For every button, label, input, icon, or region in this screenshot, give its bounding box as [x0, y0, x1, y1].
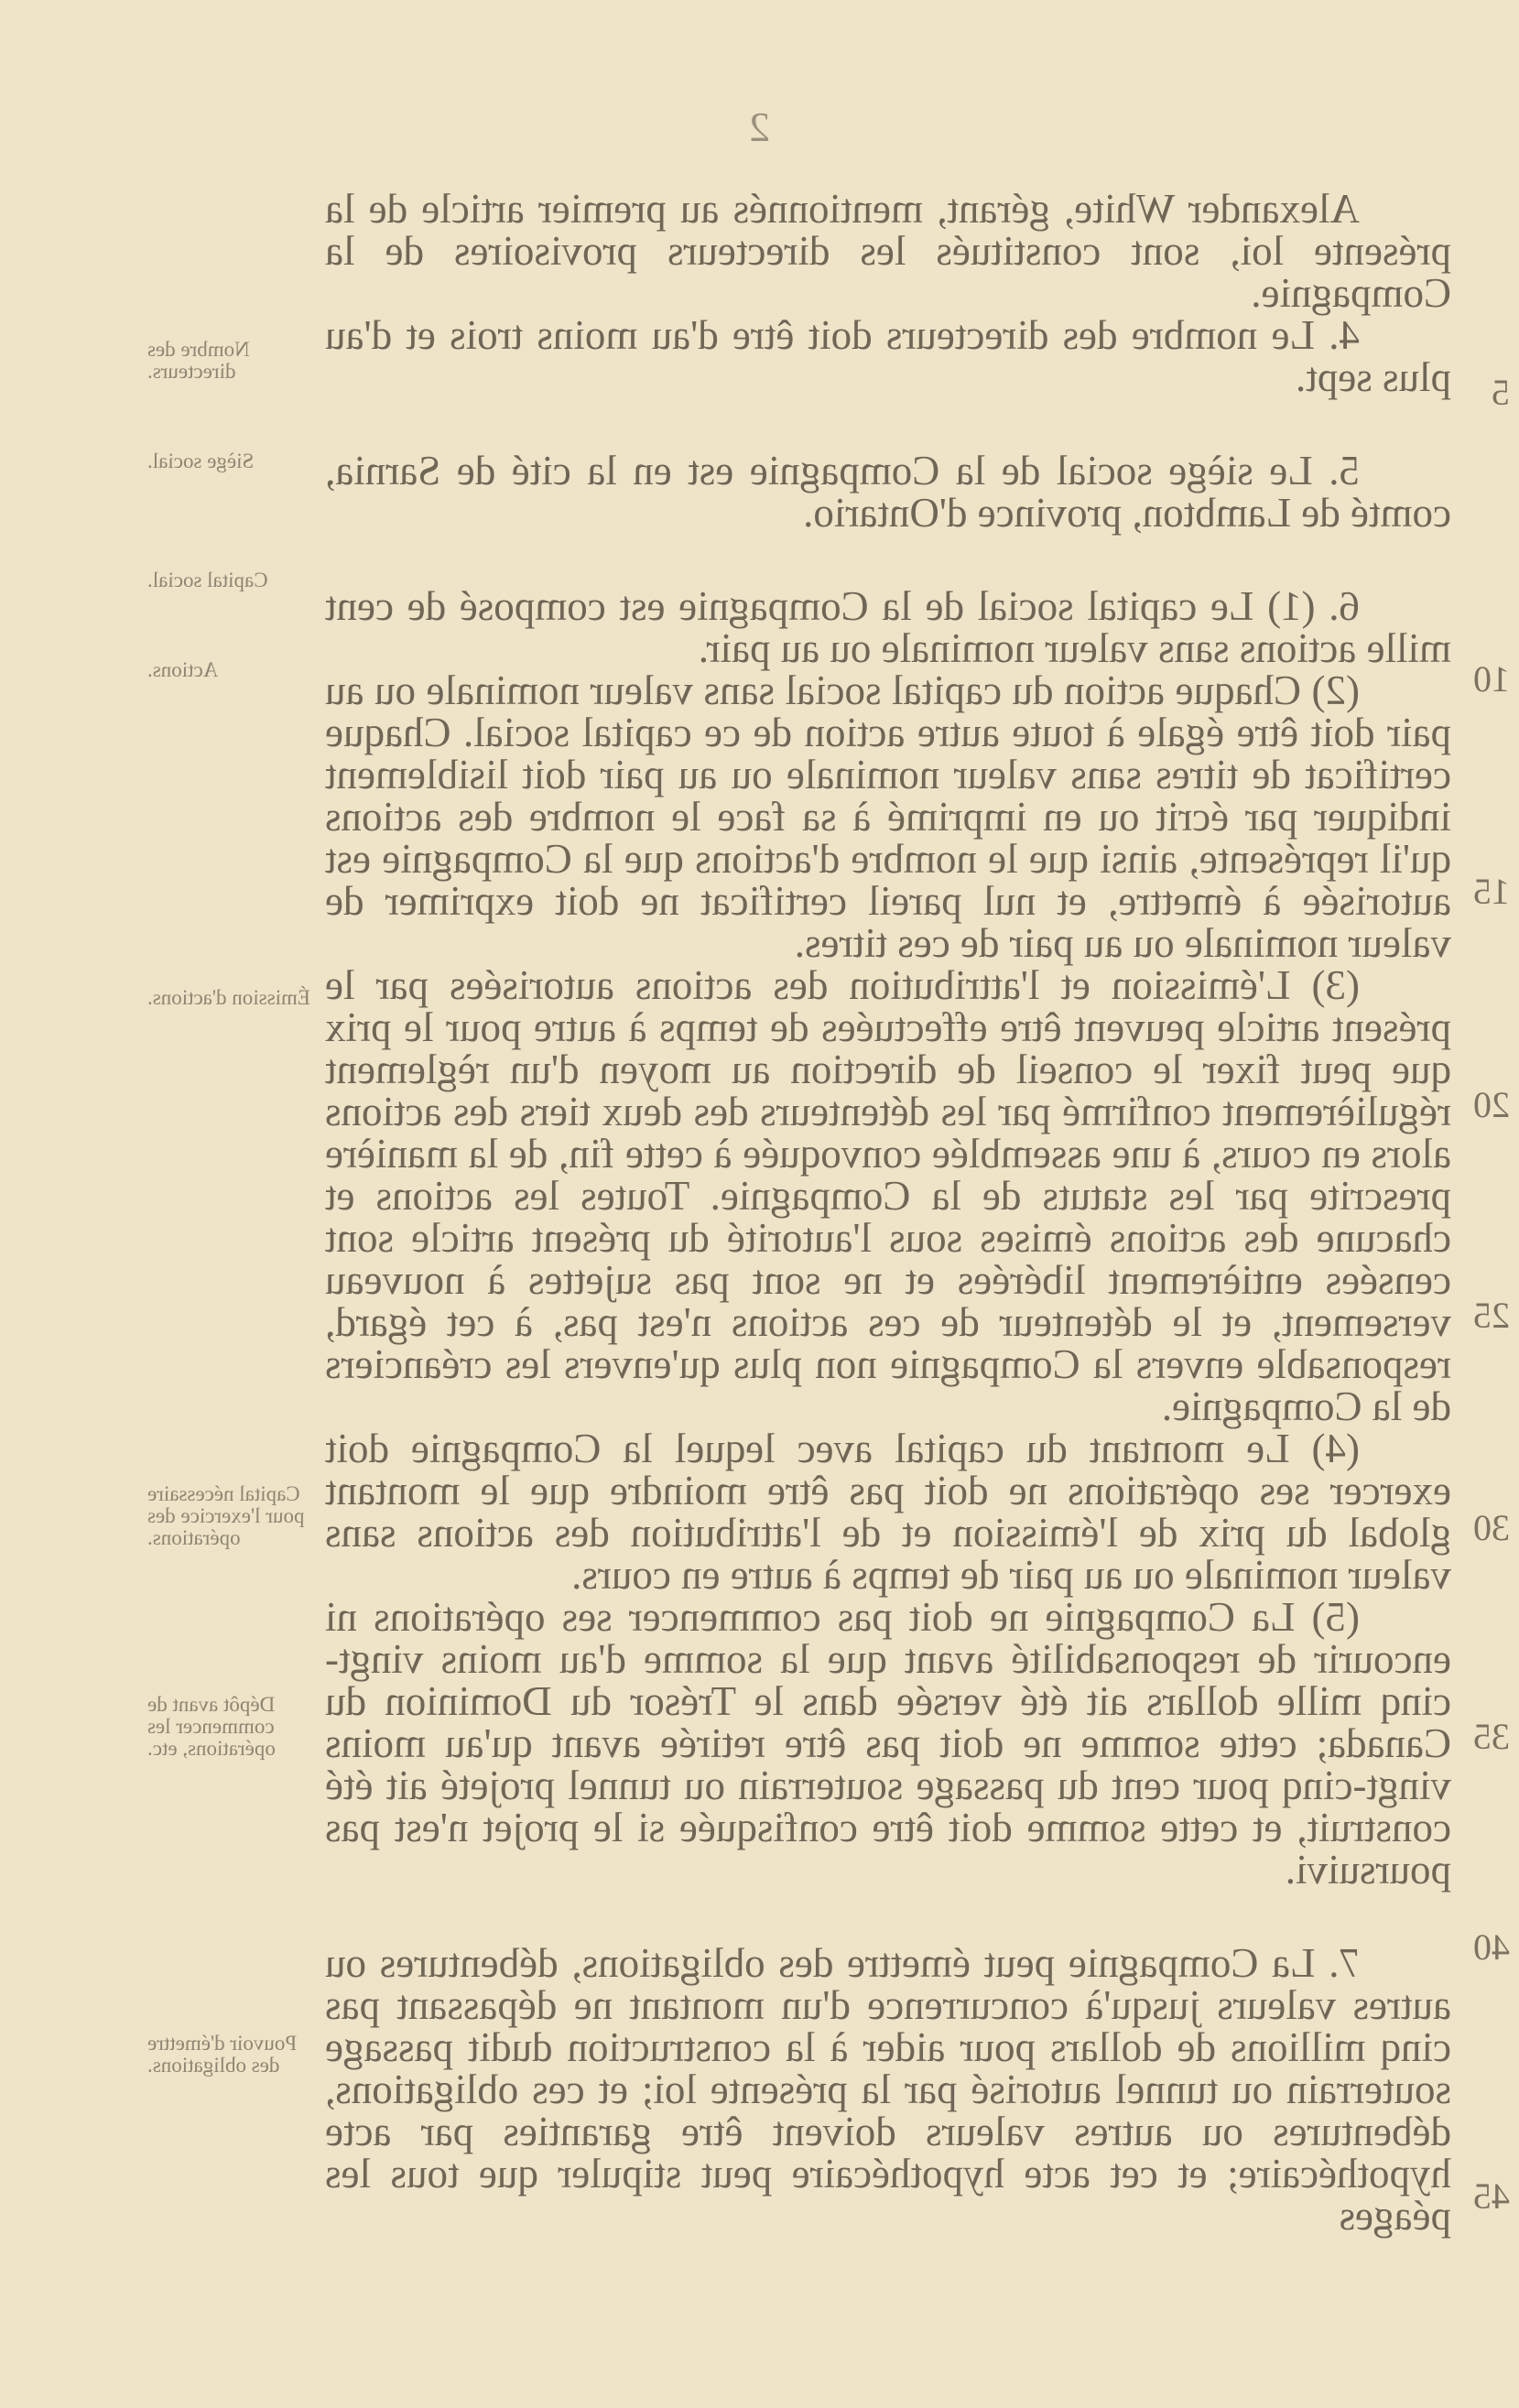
line-number: 35 [1473, 1716, 1510, 1757]
side-note: Siège social. [147, 450, 255, 472]
paragraph: 5. Le siège social de la Compagnie est en la cité de Sarnia, comté de Lambton, province d'Ontario. [325, 448, 1451, 536]
line-number: 25 [1473, 1295, 1510, 1336]
line-number: 20 [1473, 1084, 1510, 1125]
side-note: Pouvoir d'émettre des obligations. [147, 2032, 298, 2077]
line-number: 5 [1492, 372, 1510, 413]
line-number: 30 [1473, 1507, 1510, 1548]
side-note: Nombre des directeurs. [147, 338, 250, 383]
paragraph: (5) La Compagnie ne doit pas commencer ses opérations ni encourir de responsabilité avant que la somme d'au moins vingt-cinq mille dollars ait été versée dans le Trésor du Dominion du Canada; cette somme ne doit pas être retirée avant qu'au moins vingt-cinq pour cent du passage souterrain ou tunnel projeté ait été construit, et cette somme doit être confisquée si le projet n'est pas poursuivi. [325, 1594, 1451, 1893]
paragraph: Alexander White, gérant, mentionnés au premier article de la présente loi, sont constitués les directeurs provisoires de la Compagnie. [325, 186, 1451, 316]
paragraph: (3) L'émission et l'attribution des actions autorisées par le présent article peuvent être effectuées de temps à autre pour le prix que peut fixer le conseil de direction au moyen d'un règlement régulièrement confirmé par les détenteurs des deux tiers des actions alors en cours, à une assemblée convoquée à cette fin, de la manière prescrite par les statuts de la Compagnie. Toutes les actions et chacune des actions émises sous l'autorité du présent article sont censées entièrement libérées et ne sont pas sujettes à nouveau versement, et le détenteur de ces actions n'est pas, à cet égard, responsable envers la Compagnie non plus qu'envers les créanciers de la Compagnie. [325, 962, 1451, 1429]
body-text [325, 188, 1451, 2237]
side-note: Capital social. [147, 569, 268, 591]
page-number: 2 [749, 103, 770, 150]
line-number: 40 [1473, 1926, 1510, 1968]
side-note: Capital nécessaire pour l'exercice des opérations. [147, 1482, 305, 1549]
paragraph: (4) Le montant du capital avec lequel la Compagnie doit exercer ses opérations ne doit pas être moindre que le montant global du prix de l'émission et de l'attribution des actions sans valeur nominale ou au pair de temps à autre en cours. [325, 1426, 1451, 1598]
side-note: Dépôt avant de commencer les opérations, etc. [147, 1693, 276, 1760]
paragraph: (2) Chaque action du capital social sans valeur nominale ou au pair doit être égale à toute autre action de ce capital social. Chaque certificat de titres sans valeur nominale ou au pair doit lisiblement indiquer par écrit ou en imprimé à sa face le nombre des actions qu'il représente, ainsi que le nombre d'actions que la Compagnie est autorisée à émettre, et nul pareil certificat ne doit exprimer de valeur nominale ou au pair de ces titres. [325, 667, 1451, 966]
paragraph: 7. La Compagnie peut émettre des obligations, débentures ou autres valeurs jusqu'à concurrence d'un montant ne dépassant pas cinq millions de dollars pour aider à la construction dudit passage souterrain ou tunnel autorisé par la présente loi; et ces obligations, débentures ou autres valeurs doivent être garanties par acte hypothécaire; et cet acte hypothécaire peut stipuler que tous les péages [325, 1940, 1451, 2239]
line-number: 45 [1473, 2175, 1510, 2217]
side-note: Actions. [147, 658, 219, 681]
side-note: Émission d'actions. [147, 986, 310, 1009]
paragraph: 4. Le nombre des directeurs doit être d'au moins trois et d'au plus sept. [325, 312, 1451, 400]
line-number: 15 [1473, 871, 1510, 912]
line-number: 10 [1473, 658, 1510, 700]
paragraph: 6. (1) Le capital social de la Compagnie est composé de cent mille actions sans valeur nominale ou au pair. [325, 583, 1451, 671]
